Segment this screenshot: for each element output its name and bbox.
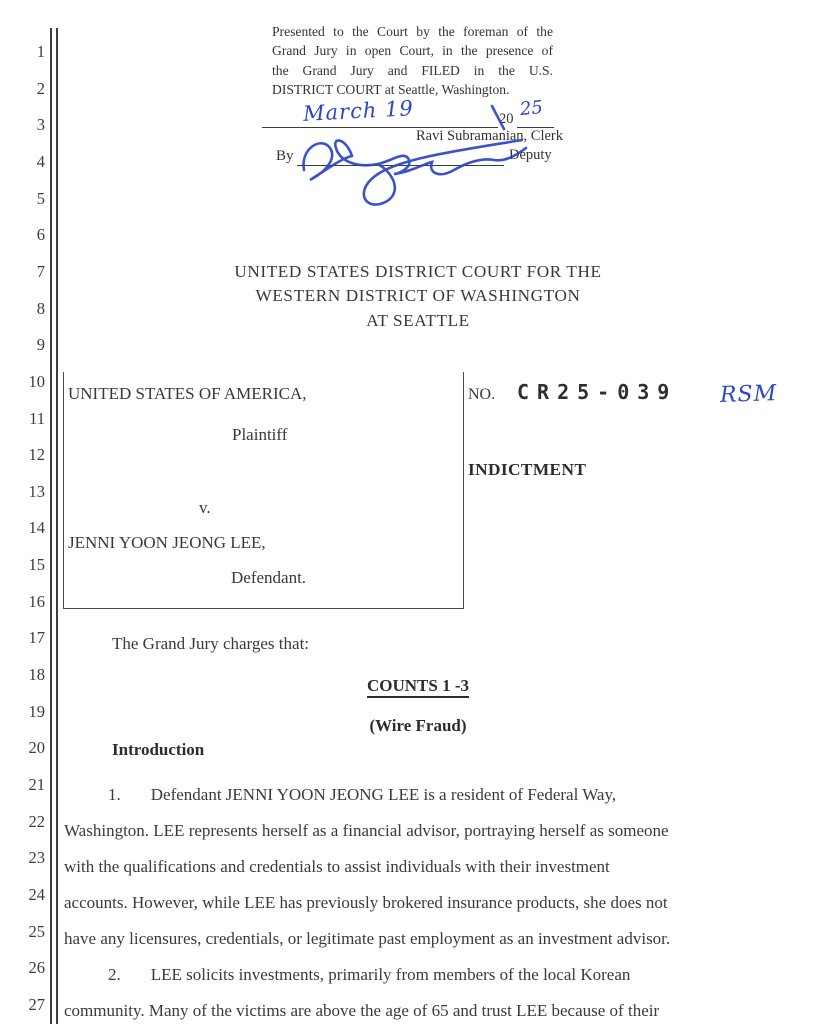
line-number: 2 xyxy=(36,78,45,98)
line-number: 26 xyxy=(28,958,45,978)
caption-box-divider xyxy=(463,372,464,609)
paragraph-line: have any licensures, credentials, or legitimate past employment as an investment advisor. xyxy=(64,929,671,948)
paragraph-line: with the qualifications and credentials to assist individuals with their investment xyxy=(64,857,610,876)
line-number: 5 xyxy=(36,188,45,208)
line-number: 24 xyxy=(28,884,45,904)
line-number: 12 xyxy=(28,445,45,465)
judge-initials-handwritten: RSM xyxy=(719,381,778,408)
document-title: INDICTMENT xyxy=(468,460,587,479)
counts-heading xyxy=(64,676,772,696)
line-number: 18 xyxy=(28,665,45,685)
line-number: 15 xyxy=(28,555,45,575)
line-number: 3 xyxy=(36,115,45,135)
by-label: By xyxy=(276,148,294,164)
paragraph-first-line xyxy=(64,957,776,993)
handwritten-filing-date: March 19 xyxy=(302,96,415,126)
handwritten-year: 25 xyxy=(518,96,544,121)
caption-box-bottom-border xyxy=(63,608,464,609)
clerk-signature xyxy=(280,98,560,210)
paragraph-text: LEE solicits investments, primarily from members of the local Korean xyxy=(150,965,631,984)
case-number-stamp: CR25-039 xyxy=(517,380,678,404)
line-number: 1 xyxy=(36,42,45,61)
line-number: 14 xyxy=(28,518,45,538)
line-number: 6 xyxy=(36,225,45,245)
line-number: 23 xyxy=(28,848,45,868)
paragraph-line: accounts. However, while LEE has previously brokered insurance products, she does not xyxy=(64,893,668,912)
filing-stamp xyxy=(272,22,553,99)
line-number: 4 xyxy=(36,151,45,171)
year-prefix: 20 xyxy=(499,111,514,127)
court-header-line: AT SEATTLE xyxy=(366,310,470,330)
plaintiff-role: Plaintiff xyxy=(232,425,288,444)
line-number: 8 xyxy=(36,298,45,318)
versus: v. xyxy=(199,498,211,517)
plaintiff-name: UNITED STATES OF AMERICA, xyxy=(68,384,307,403)
pleading-rule-inner xyxy=(56,28,58,1024)
paragraph-line: Washington. LEE represents herself as a financial advisor, portraying herself as someone xyxy=(64,821,669,840)
line-number: 9 xyxy=(36,335,45,355)
paragraph-text: Defendant JENNI YOON JEONG LEE is a resident of Federal Way, xyxy=(150,785,617,804)
filing-stamp-line: Grand Jury in open Court, in the presence of xyxy=(272,43,553,59)
filing-stamp-line: DISTRICT COURT at Seattle, Washington. xyxy=(272,81,510,97)
defendant-role: Defendant. xyxy=(231,568,307,587)
line-number: 16 xyxy=(28,591,45,611)
charges-line: The Grand Jury charges that: xyxy=(112,634,310,653)
body-paragraphs xyxy=(64,777,776,1024)
filing-stamp-line: the Grand Jury and FILED in the U.S. xyxy=(272,62,553,78)
line-number: 13 xyxy=(28,481,45,501)
case-number-label: NO. xyxy=(468,386,496,403)
court-header-line: UNITED STATES DISTRICT COURT FOR THE xyxy=(234,262,602,281)
paragraph-number: 2. xyxy=(108,965,121,984)
paragraph-number: 1. xyxy=(108,785,121,804)
defendant-name: JENNI YOON JEONG LEE, xyxy=(68,533,266,552)
line-number: 17 xyxy=(28,628,45,648)
section-heading: Introduction xyxy=(112,740,205,759)
counts-subheading: (Wire Fraud) xyxy=(369,716,467,735)
line-number: 25 xyxy=(28,921,45,941)
court-header xyxy=(64,260,772,333)
line-number: 19 xyxy=(28,701,45,721)
filing-stamp-line: Presented to the Court by the foreman of the xyxy=(272,24,553,39)
counts-heading-text: COUNTS 1 -3 xyxy=(367,676,469,698)
paragraph-first-line xyxy=(64,777,776,813)
pleading-rule-outer xyxy=(50,28,52,1024)
clerk-name: Ravi Subramanian, Clerk xyxy=(416,128,563,144)
line-number: 20 xyxy=(28,738,45,758)
line-number: 11 xyxy=(29,408,45,428)
line-number: 7 xyxy=(36,261,45,281)
deputy-label: Deputy xyxy=(509,147,552,163)
line-number: 10 xyxy=(28,371,45,391)
line-number: 22 xyxy=(28,811,45,831)
line-number: 27 xyxy=(28,994,45,1014)
court-header-line: WESTERN DISTRICT OF WASHINGTON xyxy=(255,286,581,306)
line-number: 21 xyxy=(28,775,45,794)
caption-box-left-border xyxy=(63,372,64,609)
paragraph-line: community. Many of the victims are above the age of 65 and trust LEE because of their xyxy=(64,1001,660,1020)
